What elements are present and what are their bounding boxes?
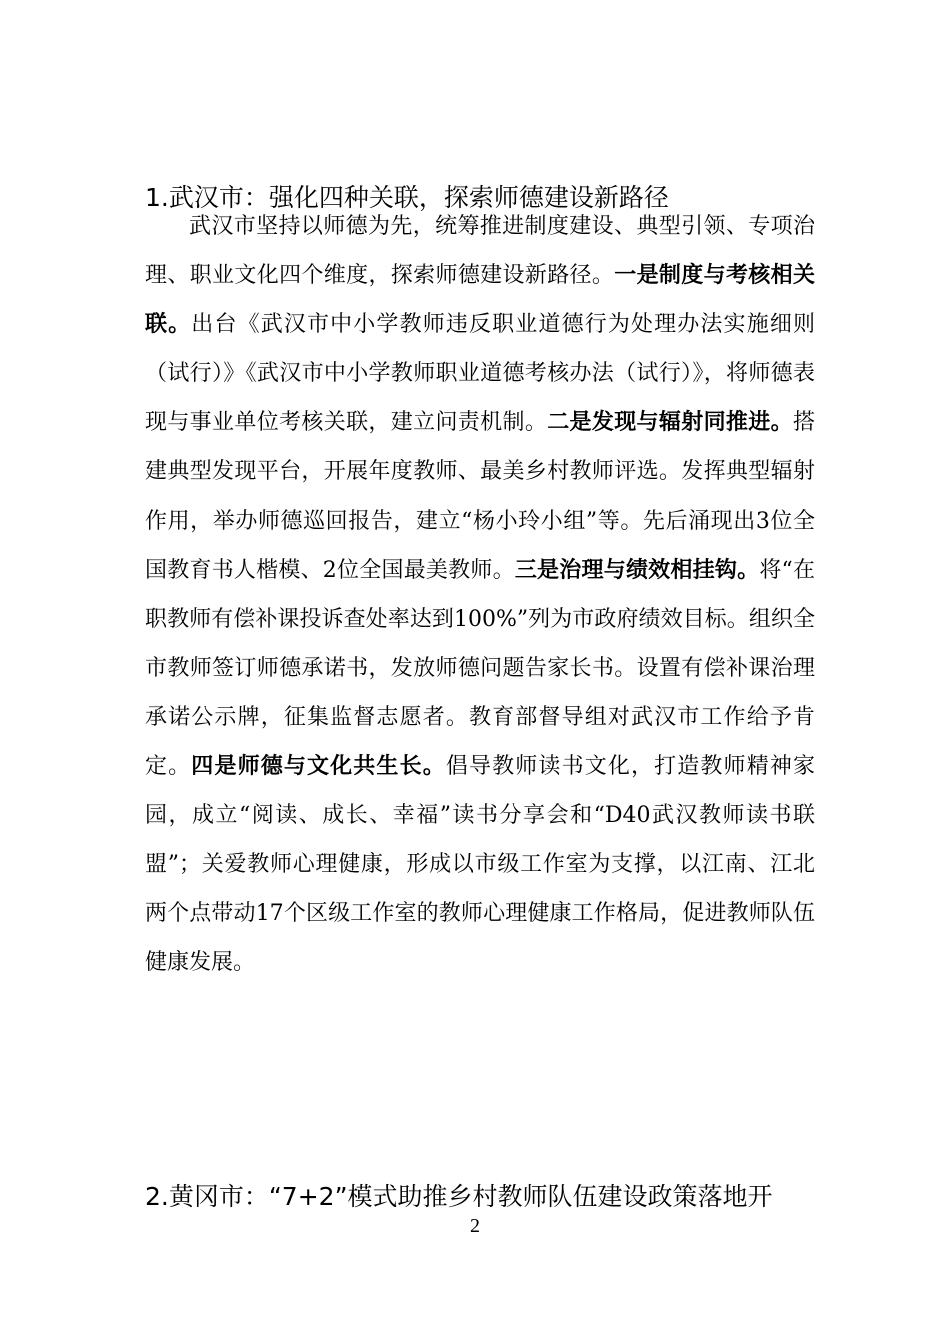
section-heading-huanggang: 2.黄冈市：“7+2”模式助推乡村教师队伍建设政策落地开: [145, 1182, 773, 1211]
bold-point-three: 三是治理与绩效相挂钩。: [514, 556, 760, 583]
section-heading-wuhan: 1.武汉市：强化四种关联，探索师德建设新路径: [145, 183, 669, 212]
bold-point-four: 四是师德与文化共生长。: [191, 753, 446, 780]
text-run: 搭建典型发现平台，开展年度教师、最美乡村教师评选。发挥典型辐射作用，举办师德巡回报告，建立“杨小玲小组”等。先后涌现出3位全国教育书人楷模、2位全国最美教师。: [145, 410, 815, 583]
text-run: 将“在职教师有偿补课投诉查处率达到100%”列为市政府绩效目标。组织全市教师签订师德承诺书，发放师德问题告家长书。设置有偿补课治理承诺公示牌，征集监督志愿者。教育部督导组对武汉市工作给予肯定。: [145, 557, 816, 780]
text-run: 武汉市坚持以师德为先，统筹推进制度建设、典型引领、专项治理、职业文化四个维度，探索师德建设新路径。: [145, 214, 815, 289]
section-body-wuhan: [145, 202, 815, 988]
page-number: 2: [470, 1215, 480, 1237]
text-run: 出台《武汉市中小学教师违反职业道德行为处理办法实施细则（试行）》《武汉市中小学教师职业道德考核办法（试行）》，将师德表现与事业单位考核关联，建立问责机制。: [145, 312, 815, 436]
bold-point-one: 一是制度与考核相关联。: [145, 262, 815, 338]
bold-point-two: 二是发现与辐射同推进。: [547, 409, 793, 436]
text-run: 倡导教师读书文化，打造教师精神家园，成立“阅读、成长、幸福”读书分享会和“D40武汉教师读书联盟”；关爱教师心理健康，形成以市级工作室为支撑，以江南、江北两个点带动17个区级工作室的教师心理健康工作格局，促进教师队伍健康发展。: [145, 754, 815, 976]
